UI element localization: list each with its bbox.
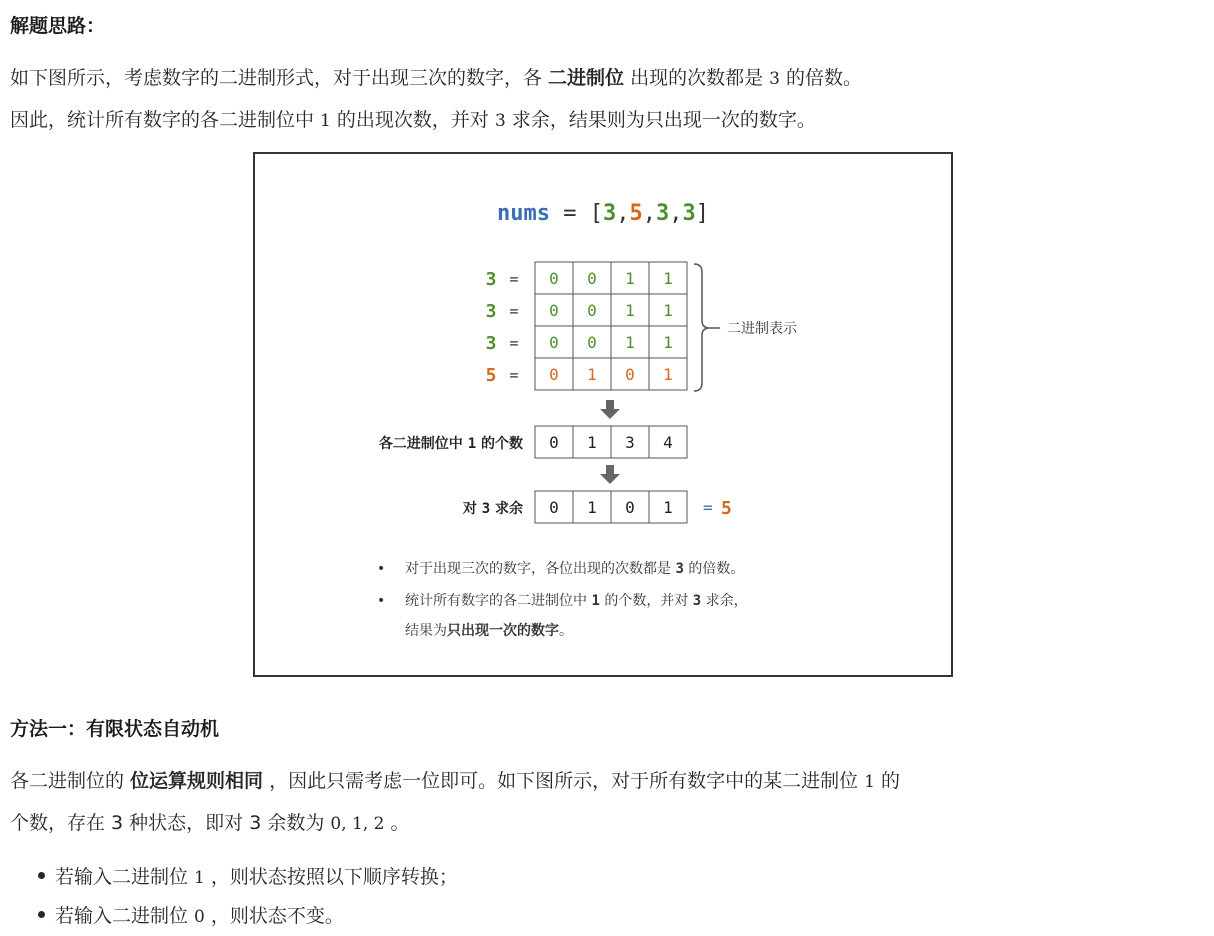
row-label: 3 (485, 333, 497, 354)
down-arrow-icon (600, 465, 620, 484)
result-value: 1 (663, 498, 673, 517)
mod-result-equals: = (703, 498, 713, 517)
note-1: 对于出现三次的数字，各位出现的次数都是 3 的倍数。 (405, 561, 745, 577)
bit-value: 1 (587, 365, 597, 384)
nums-item: 3 (602, 201, 617, 226)
row-label: 3 (485, 301, 497, 322)
bullet-dot-icon (38, 911, 45, 918)
bit-value: 1 (663, 333, 673, 352)
figure-notes (377, 560, 748, 639)
nums-title: nums = [3,5,3,3] (497, 201, 709, 226)
mod-row (535, 491, 687, 523)
nums-item: 5 (629, 201, 643, 226)
nums-item: 3 (682, 201, 696, 226)
bit-value: 1 (625, 301, 635, 320)
result-value: 0 (549, 498, 559, 517)
binary-grid (486, 262, 687, 390)
brace-label: 二进制表示 (727, 321, 797, 337)
row-equals: = (509, 366, 519, 384)
bit-value: 1 (625, 333, 635, 352)
result-value: 1 (587, 498, 597, 517)
bit-value: 1 (663, 301, 673, 320)
bit-value: 1 (663, 365, 673, 384)
result-value: 1 (587, 433, 597, 452)
mod-row-label: 对 3 求余 (462, 501, 523, 517)
bullet-dot-icon (38, 872, 45, 879)
heading-method-one: 方法一：有限状态自动机 (10, 718, 220, 740)
bit-value: 0 (587, 269, 597, 288)
row-label: 5 (485, 365, 497, 386)
result-value: 0 (549, 433, 559, 452)
bit-value: 0 (549, 333, 559, 352)
row-equals: = (509, 334, 519, 352)
bit-value: 0 (549, 269, 559, 288)
row-equals: = (509, 270, 519, 288)
bit-value: 0 (587, 333, 597, 352)
paragraph-method-1: 各二进制位的 位运算规则相同 ，因此只需考虑一位即可。如下图所示，对于所有数字中的某二进制位 1 的 (10, 770, 901, 792)
list-item: 若输入二进制位 0 ，则状态不变。 (38, 904, 344, 929)
heading-solution-idea: 解题思路： (10, 15, 106, 37)
count-row-label: 各二进制位中 1 的个数 (378, 436, 523, 452)
note-bullet: • (377, 593, 386, 609)
row-equals: = (509, 302, 519, 320)
note-bullet: • (377, 561, 386, 577)
binary-count-figure (253, 152, 953, 677)
paragraph-idea-1: 如下图所示，考虑数字的二进制形式，对于出现三次的数字，各 二进制位 出现的次数都是 3 的倍数。 (10, 67, 863, 89)
list-item: 若输入二进制位 1 ，则状态按照以下顺序转换； (38, 865, 458, 890)
count-row (535, 426, 687, 458)
brace-shape (694, 264, 708, 391)
result-value: 4 (663, 433, 673, 452)
bit-value: 0 (549, 301, 559, 320)
mod-result-value: 5 (721, 498, 732, 519)
bit-value: 0 (587, 301, 597, 320)
paragraph-method-2: 个数，存在 3 种状态，即对 3 余数为 0, 1, 2 。 (10, 812, 410, 834)
nums-item: 3 (655, 201, 670, 226)
result-value: 0 (625, 498, 635, 517)
bit-value: 0 (625, 365, 635, 384)
paragraph-idea-2: 因此，统计所有数字的各二进制位中 1 的出现次数，并对 3 求余，结果则为只出现一次的数字。 (10, 109, 816, 131)
result-value: 3 (625, 433, 635, 452)
down-arrow-icon (600, 400, 620, 419)
note-2: 统计所有数字的各二进制位中 1 的个数，并对 3 求余， (405, 593, 748, 609)
bit-value: 1 (663, 269, 673, 288)
bit-value: 0 (549, 365, 559, 384)
bit-value: 1 (625, 269, 635, 288)
note-3: 结果为只出现一次的数字。 (405, 623, 573, 639)
row-label: 3 (485, 269, 497, 290)
